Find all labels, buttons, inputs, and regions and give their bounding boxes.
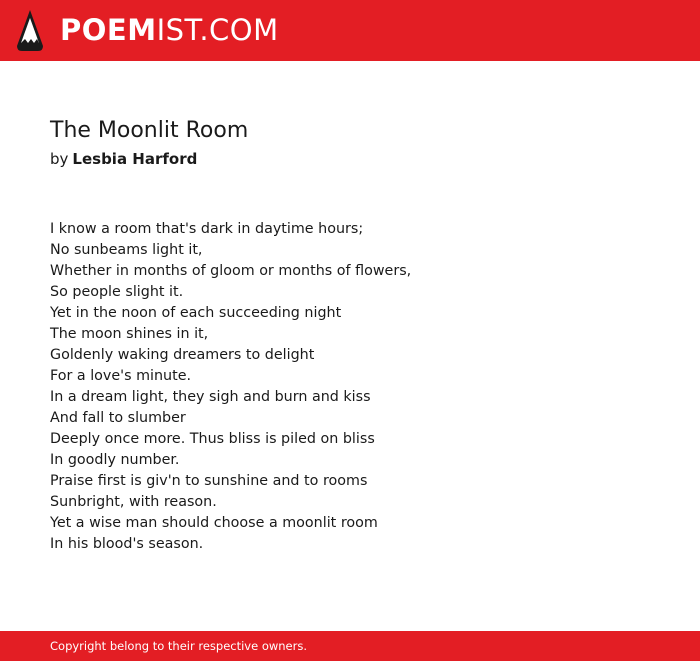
poem-line: Yet in the noon of each succeeding night <box>50 305 342 321</box>
poem-line: No sunbeams light it, <box>50 242 203 258</box>
author-name[interactable]: Lesbia Harford <box>72 150 198 168</box>
poem-title: The Moonlit Room <box>50 118 249 143</box>
poem-line: In his blood's season. <box>50 536 204 552</box>
site-footer <box>0 631 700 661</box>
site-logo-text <box>60 12 279 47</box>
poem-line: The moon shines in it, <box>50 326 209 342</box>
poem-byline <box>50 149 197 169</box>
poem-line: For a love's minute. <box>50 368 192 384</box>
by-label: by <box>50 150 69 168</box>
poem-line: Deeply once more. Thus bliss is piled on bliss <box>50 431 375 447</box>
poem-line: So people slight it. <box>50 284 184 300</box>
poem-line: In goodly number. <box>50 452 180 468</box>
poem-line: Goldenly waking dreamers to delight <box>50 347 315 363</box>
poem-line: Praise first is giv'n to sunshine and to rooms <box>50 473 368 489</box>
poem-body <box>50 219 411 555</box>
logo-bold-part: POEM <box>60 12 157 47</box>
site-logo[interactable] <box>16 8 279 52</box>
poem-line: Whether in months of gloom or months of flowers, <box>50 263 412 279</box>
site-header <box>0 0 700 61</box>
poem-line: In a dream light, they sigh and burn and kiss <box>50 389 371 405</box>
copyright-text: Copyright belong to their respective owners. <box>50 639 308 653</box>
poem-line: I know a room that's dark in daytime hours; <box>50 221 364 237</box>
pencil-tip-icon <box>16 8 44 52</box>
poem-line: And fall to slumber <box>50 410 186 426</box>
poem-line: Sunbright, with reason. <box>50 494 217 510</box>
poem-line: Yet a wise man should choose a moonlit room <box>50 515 378 531</box>
logo-light-part: IST.COM <box>156 12 279 47</box>
